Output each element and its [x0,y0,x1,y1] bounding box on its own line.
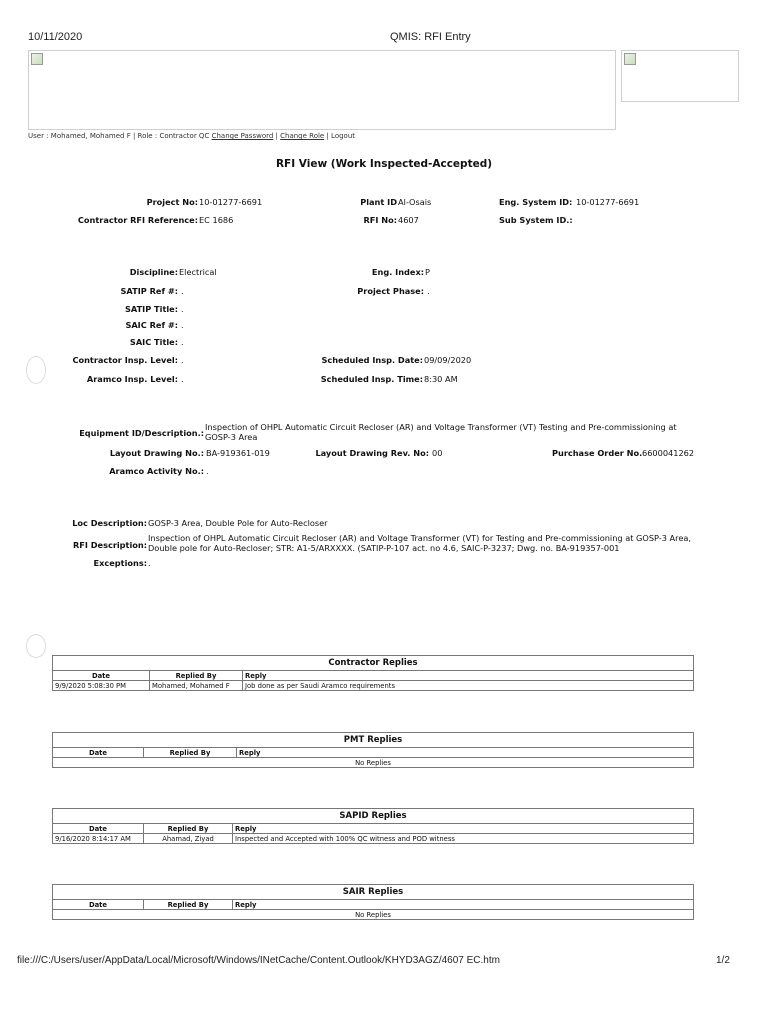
layout-drawing-no-label: Layout Drawing No.: [109,448,204,458]
contractor-insp-level-value: . [181,355,184,365]
eng-index-label: Eng. Index: [371,267,424,277]
change-role-link[interactable]: Change Role [280,132,325,140]
reply-replied-by: Mohamed, Mohamed F [150,681,243,691]
scan-artifact [26,356,46,384]
eng-system-id-label: Eng. System ID: [499,197,573,207]
contractor-replies-title: Contractor Replies [53,656,694,671]
footer-path: file:///C:/Users/user/AppData/Local/Microsoft/Windows/INetCache/Content.Outlook/KHYD3AGZ/4607 EC.htm [17,955,500,966]
saic-title-label: SAIC Title: [129,337,178,347]
satip-ref-label: SATIP Ref #: [120,286,178,296]
eng-system-id-value: 10-01277-6691 [576,197,640,207]
sair-replies-table [52,884,694,920]
scheduled-insp-date-label: Scheduled Insp. Date: [321,355,423,365]
satip-title-label: SATIP Title: [124,304,178,314]
header-banner-right [621,50,739,102]
logout-link[interactable]: Logout [331,132,356,140]
plant-id-value: Al-Osais [398,197,432,207]
loc-description-label: Loc Description: [72,518,147,528]
scheduled-insp-date-value: 09/09/2020 [424,355,472,365]
header-banner [28,50,616,130]
loc-description-value: GOSP-3 Area, Double Pole for Auto-Recloser [148,518,328,528]
table-row [53,834,694,844]
change-password-link[interactable]: Change Password [211,132,274,140]
print-title: QMIS: RFI Entry [390,31,471,43]
reply-date: 9/16/2020 8:14:17 AM [53,834,144,844]
reply-text: Inspected and Accepted with 100% QC witness and POD witness [233,834,694,844]
broken-image-icon [31,53,43,65]
table-row [53,758,694,768]
col-date: Date [53,824,144,834]
sub-system-id-label: Sub System ID.: [499,215,573,225]
aramco-activity-no-value: . [206,466,209,476]
table-row [53,910,694,920]
page-title: RFI View (Work Inspected-Accepted) [275,158,493,170]
user-label: User : [28,132,49,140]
aramco-insp-level-value: . [181,374,184,384]
print-date: 10/11/2020 [28,31,83,43]
scheduled-insp-time-value: 8:30 AM [424,374,458,384]
saic-title-value: . [181,337,184,347]
contractor-rfi-ref-value: EC 1686 [199,215,234,225]
sapid-replies-table [52,808,694,844]
table-row [53,681,694,691]
role-name: Contractor QC [159,132,210,140]
saic-ref-label: SAIC Ref #: [125,320,178,330]
aramco-activity-no-label: Aramco Activity No.: [109,466,204,476]
sair-replies-title: SAIR Replies [53,885,694,900]
scan-artifact [26,634,46,658]
purchase-order-value: 6600041262 [642,448,695,458]
col-replied-by: Replied By [144,748,237,758]
col-reply: Reply [243,671,694,681]
col-replied-by: Replied By [144,900,233,910]
role-label: Role : [137,132,158,140]
project-no-value: 10-01277-6691 [199,197,263,207]
equipment-id-label: Equipment ID/Description.: [79,428,204,438]
purchase-order-label: Purchase Order No. [552,448,643,458]
footer-page-number: 1/2 [716,955,730,966]
satip-ref-value: . [181,286,184,296]
exceptions-value: . [148,558,151,568]
saic-ref-value: . [181,320,184,330]
layout-drawing-rev-label: Layout Drawing Rev. No: [315,448,429,458]
contractor-insp-level-label: Contractor Insp. Level: [72,355,178,365]
project-phase-label: Project Phase: [357,286,424,296]
rfi-no-label: RFI No: [363,215,397,225]
rfi-description-label: RFI Description: [72,540,147,550]
discipline-label: Discipline: [129,267,178,277]
col-reply: Reply [237,748,694,758]
reply-text: Job done as per Saudi Aramco requirements [243,681,694,691]
no-replies-text: No Replies [53,910,694,920]
col-reply: Reply [233,824,694,834]
satip-title-value: . [181,304,184,314]
no-replies-text: No Replies [53,758,694,768]
user-name: Mohamed, Mohamed F [50,132,131,140]
pmt-replies-table [52,732,694,768]
pmt-replies-title: PMT Replies [53,733,694,748]
col-replied-by: Replied By [150,671,243,681]
col-reply: Reply [233,900,694,910]
col-replied-by: Replied By [144,824,233,834]
col-date: Date [53,900,144,910]
equipment-id-value: Inspection of OHPL Automatic Circuit Recloser (AR) and Voltage Transformer (VT) Testing and Pre-commissioning at GOSP-3 Area [205,422,677,442]
discipline-value: Electrical [179,267,217,277]
reply-replied-by: Ahamad, Ziyad [144,834,233,844]
plant-id-label: Plant ID [360,197,397,207]
user-bar: User : Mohamed, Mohamed F | Role : Contractor QC Change Password | Change Role | Logout [28,132,356,140]
exceptions-label: Exceptions: [93,558,147,568]
reply-date: 9/9/2020 5:08:30 PM [53,681,150,691]
rfi-description-value: Inspection of OHPL Automatic Circuit Recloser (AR) and Voltage Transformer (VT) for Testing and Pre-commissioning at GOSP-3 Area, Double pole for Auto-Recloser; STR: A1-5/ARXXXX. (SATIP-P-107 act. no 4.6, SAIC-P-3237; Dwg. no. BA-919357-001 [148,533,691,553]
sapid-replies-title: SAPID Replies [53,809,694,824]
layout-drawing-rev-value: 00 [432,448,443,458]
col-date: Date [53,671,150,681]
aramco-insp-level-label: Aramco Insp. Level: [86,374,178,384]
eng-index-value: P [425,267,430,277]
layout-drawing-no-value: BA-919361-019 [206,448,270,458]
broken-image-icon [624,53,636,65]
project-no-label: Project No: [146,197,198,207]
col-date: Date [53,748,144,758]
project-phase-value: . [427,286,430,296]
rfi-no-value: 4607 [398,215,419,225]
contractor-replies-table [52,655,694,691]
contractor-rfi-ref-label: Contractor RFI Reference: [77,215,198,225]
scheduled-insp-time-label: Scheduled Insp. Time: [320,374,423,384]
